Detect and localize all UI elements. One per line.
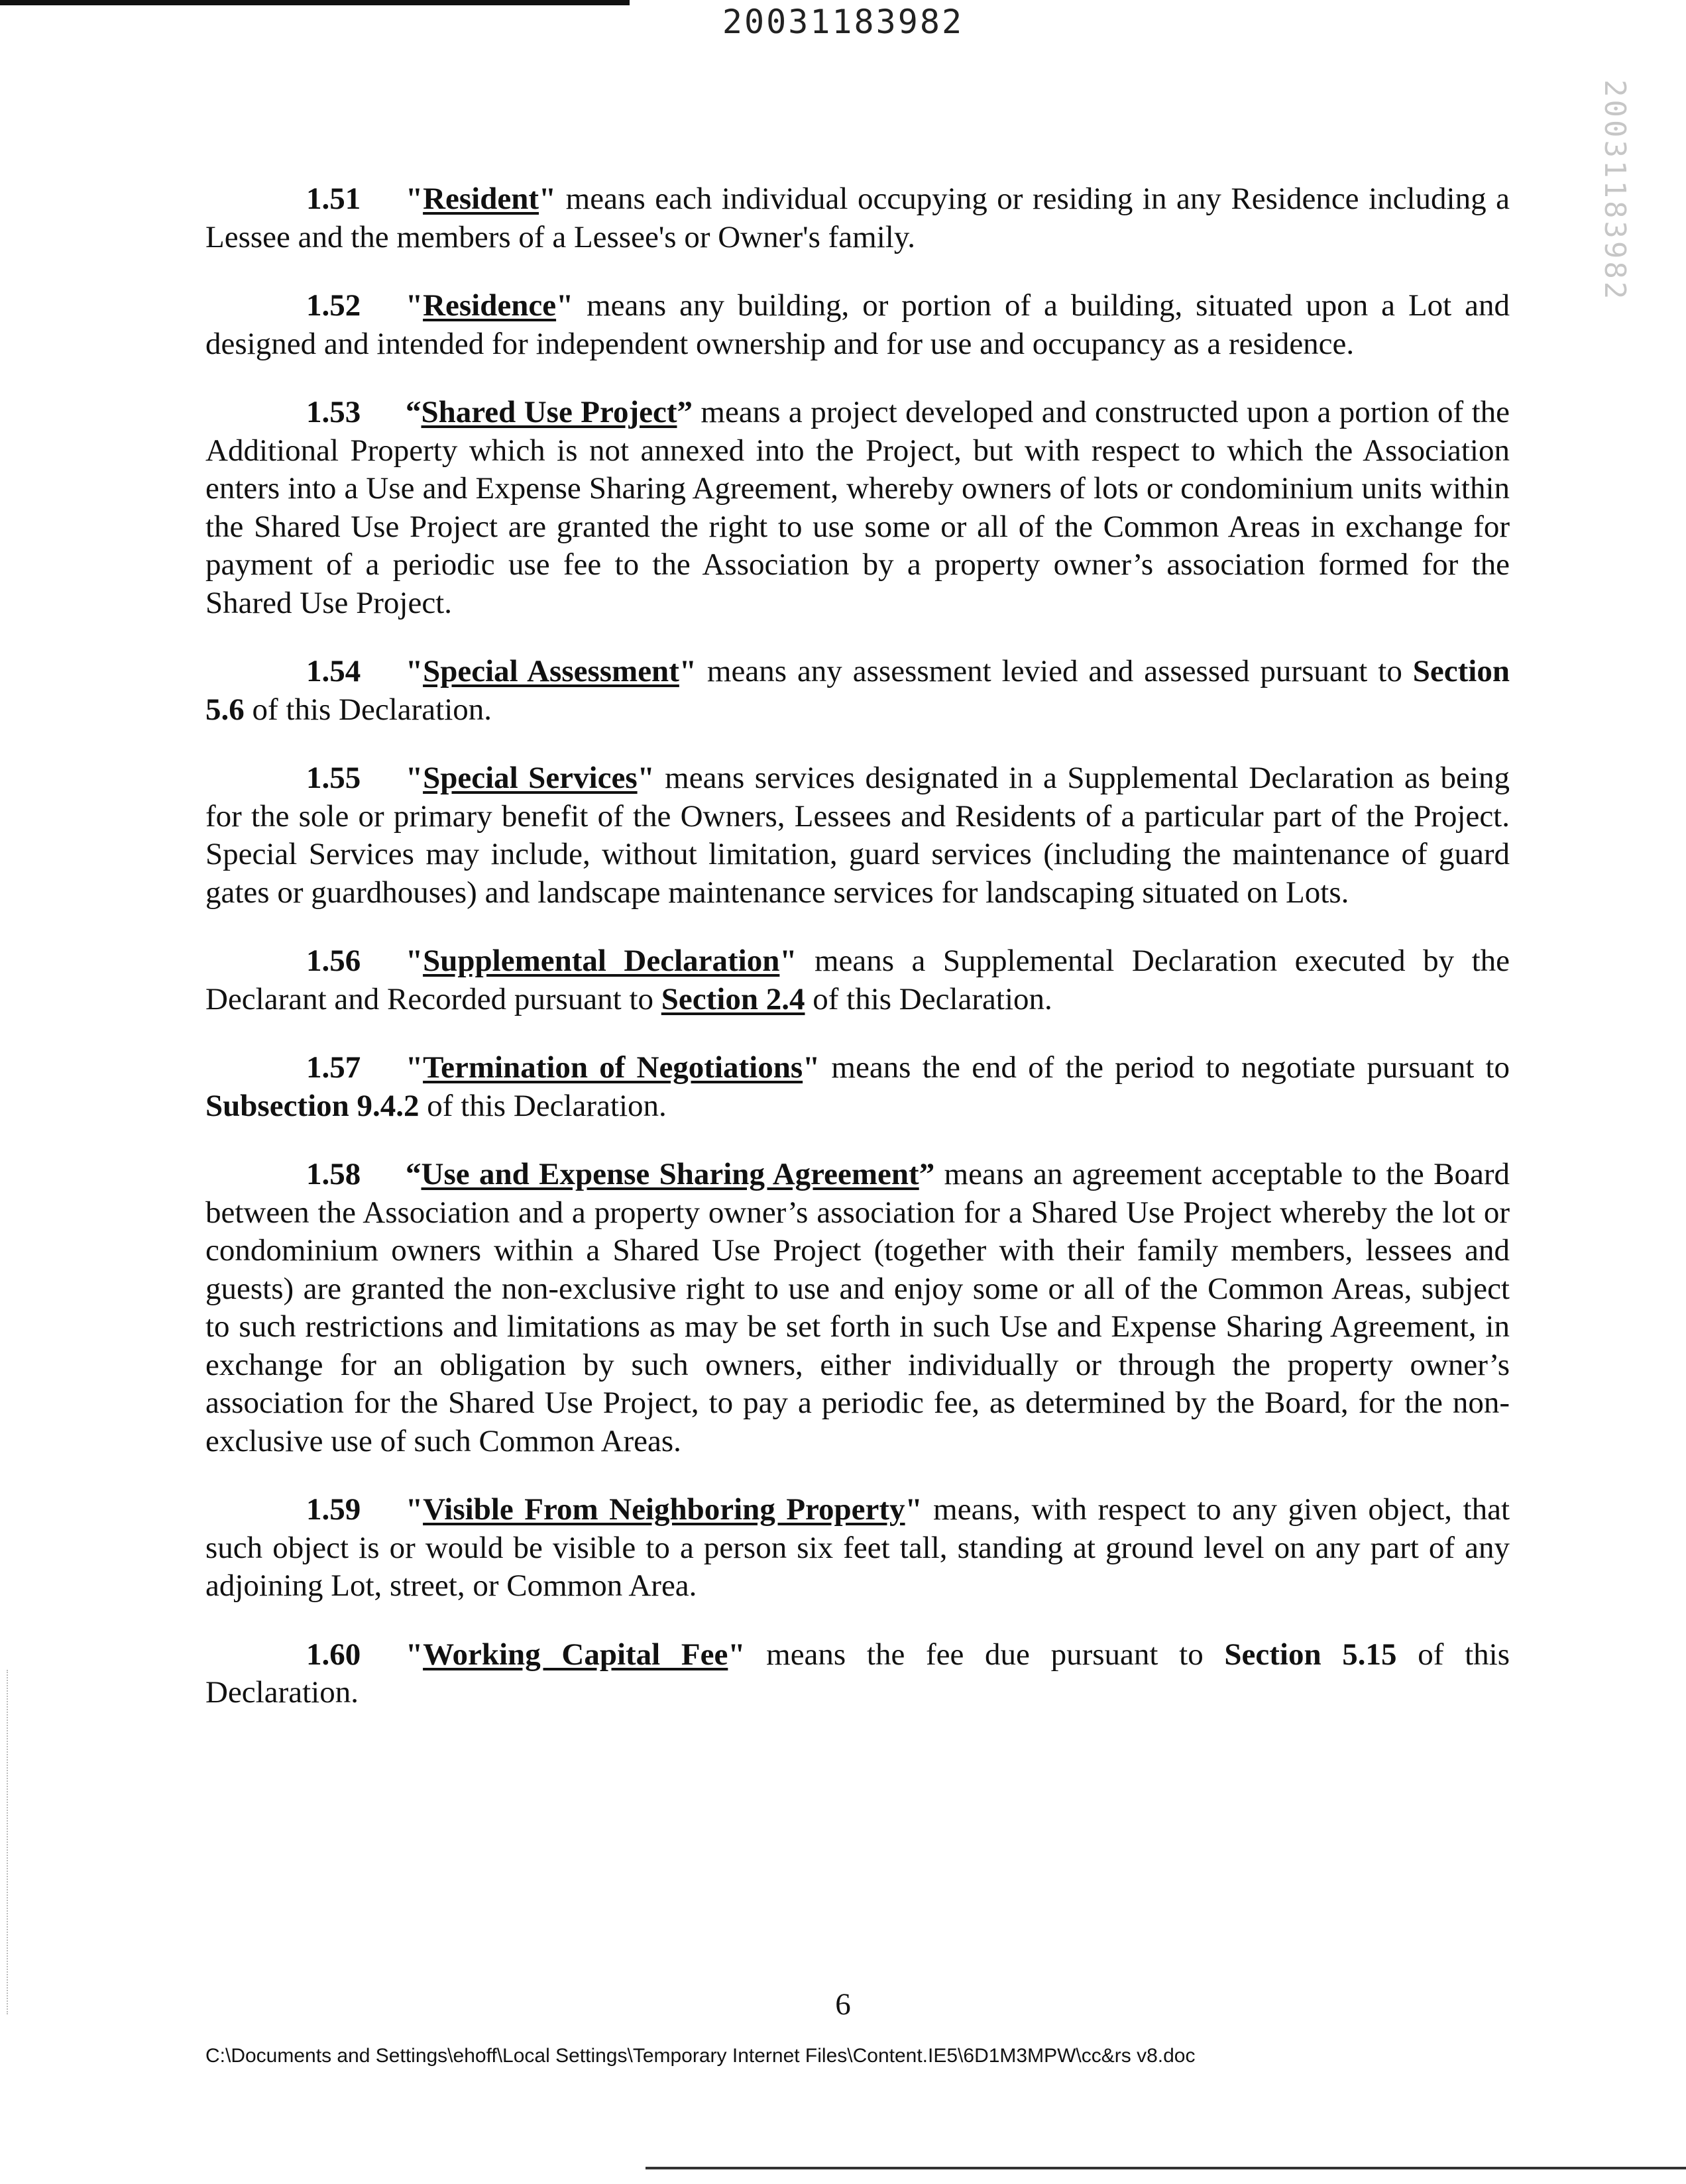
definitions-section <box>205 180 1510 1712</box>
definition-text: means an agreement acceptable to the Board between the Association and a property owner’s association for a Shared Use Project whereby the lot or condominium owners within a Shared Use Project (together with their family members, lessees and guests) are granted the non-exclusive right to use and enjoy some or all of the Common Areas, subject to such restrictions and limitations as may be set forth in such Use and Expense Sharing Agreement, in exchange for an obligation by such owners, either individually or through the property owner’s association for the Shared Use Project, to pay a periodic fee, as determined by the Board, for the non-exclusive use of such Common Areas. <box>205 1157 1510 1458</box>
scan-artifact <box>7 1670 9 2014</box>
quote-close: ” <box>919 1157 935 1191</box>
quote-close: " <box>728 1637 746 1672</box>
definition-text: means a project developed and constructed upon a portion of the Additional Property which is not annexed into the Project, but with respect to which the Association enters into a Use and Expense Sharing Agreement, whereby owners of lots or condominium units within the Shared Use Project are granted the right to use some or all of the Common Areas in exchange for payment of a periodic use fee to the Association by a property owner’s association formed for the Shared Use Project. <box>205 395 1510 620</box>
definition-1-51 <box>205 180 1510 256</box>
definition-text: means a Supplemental Declaration executed by the Declarant and Recorded pursuant to <box>205 944 1510 1016</box>
defined-term <box>406 395 693 429</box>
definition-number: 1.59 <box>306 1492 361 1527</box>
definition-text: means the fee due pursuant to <box>745 1637 1225 1672</box>
definition-number: 1.55 <box>306 761 361 795</box>
quote-open: " <box>406 944 423 978</box>
quote-close: " <box>679 654 697 688</box>
term-text: Resident <box>423 182 539 216</box>
quote-close: " <box>779 944 797 978</box>
term-text: Supplemental Declaration <box>423 944 780 978</box>
defined-term <box>406 1492 923 1527</box>
section-reference: Section 5.15 <box>1224 1637 1397 1672</box>
margin-stamp <box>1593 80 1640 302</box>
definition-text: means any assessment levied and assessed pursuant to <box>696 654 1413 688</box>
bottom-rule <box>646 2167 1686 2169</box>
definition-text: means each individual occupying or residing in any Residence including a Lessee and the members of a Lessee's or Owner's family. <box>205 182 1510 254</box>
margin-stamp-text: 20031183982 <box>1598 80 1632 302</box>
document-number: 20031183982 <box>722 3 964 41</box>
section-reference: Section 2.4 <box>661 981 805 1016</box>
term-text: Working Capital Fee <box>423 1637 728 1672</box>
definition-1-59 <box>205 1491 1510 1606</box>
quote-open: " <box>406 1637 423 1672</box>
definition-1-57 <box>205 1049 1510 1125</box>
section-reference: Section 5.6 <box>205 654 1510 727</box>
definition-text: means any building, or portion of a building, situated upon a Lot and designed and intended for independent ownership and for use and occupancy as a residence. <box>205 288 1510 361</box>
quote-close: ” <box>677 395 693 429</box>
definition-1-54 <box>205 653 1510 729</box>
definition-1-55 <box>205 759 1510 912</box>
term-text: Special Assessment <box>423 654 679 688</box>
definition-tail: of this Declaration. <box>244 692 492 727</box>
defined-term <box>406 288 573 323</box>
definition-number: 1.53 <box>306 395 361 429</box>
definition-text: means, with respect to any given object, that such object is or would be visible to a person six feet tall, standing at ground level on any part of any adjoining Lot, street, or Common Area. <box>205 1492 1510 1603</box>
quote-close: " <box>905 1492 923 1527</box>
defined-term <box>406 1050 820 1085</box>
quote-close: " <box>637 761 655 795</box>
term-text: Special Services <box>423 761 638 795</box>
term-text: Use and Expense Sharing Agreement <box>421 1157 919 1191</box>
page-number: 6 <box>835 1987 851 2022</box>
term-text: Termination of Negotiations <box>423 1050 803 1085</box>
definition-number: 1.57 <box>306 1050 361 1085</box>
definition-1-52 <box>205 287 1510 363</box>
definition-number: 1.52 <box>306 288 361 323</box>
definition-1-53 <box>205 394 1510 622</box>
quote-open: “ <box>406 1157 422 1191</box>
quote-open: " <box>406 1050 423 1085</box>
definition-text: means services designated in a Supplemental Declaration as being for the sole or primary benefit of the Owners, Lessees and Residents of a particular part of the Project. Special Services may include, without limitation, guard services (including the maintenance of guard gates or guardhouses) and landscape maintenance services for landscaping situated on Lots. <box>205 761 1510 910</box>
defined-term <box>406 1637 745 1672</box>
defined-term <box>406 761 655 795</box>
quote-open: " <box>406 761 423 795</box>
definition-number: 1.54 <box>306 654 361 688</box>
definition-tail: of this Declaration. <box>805 981 1052 1016</box>
term-text: Residence <box>423 288 557 323</box>
defined-term <box>406 944 797 978</box>
definition-number: 1.51 <box>306 182 361 216</box>
definition-1-60 <box>205 1636 1510 1712</box>
definition-number: 1.56 <box>306 944 361 978</box>
quote-open: “ <box>406 395 422 429</box>
defined-term <box>406 182 556 216</box>
defined-term <box>406 1157 934 1191</box>
section-reference: Subsection 9.4.2 <box>205 1088 420 1123</box>
defined-term <box>406 654 697 688</box>
definition-1-56 <box>205 942 1510 1018</box>
definition-number: 1.58 <box>306 1157 361 1191</box>
term-text: Visible From Neighboring Property <box>423 1492 905 1527</box>
quote-open: " <box>406 654 423 688</box>
file-path: C:\Documents and Settings\ehoff\Local Settings\Temporary Internet Files\Content.IE5\6D1M3MPW\cc&rs v8.doc <box>205 2045 1196 2067</box>
quote-close: " <box>803 1050 820 1085</box>
definition-tail: of this Declaration. <box>419 1088 667 1123</box>
quote-open: " <box>406 1492 423 1527</box>
definition-tail: of this Declaration. <box>205 1637 1510 1710</box>
definition-1-58 <box>205 1156 1510 1460</box>
quote-open: " <box>406 288 423 323</box>
quote-close: " <box>539 182 557 216</box>
quote-close: " <box>556 288 574 323</box>
definition-text: means the end of the period to negotiate pursuant to <box>820 1050 1510 1085</box>
quote-open: " <box>406 182 423 216</box>
term-text: Shared Use Project <box>421 395 677 429</box>
definition-number: 1.60 <box>306 1637 361 1672</box>
